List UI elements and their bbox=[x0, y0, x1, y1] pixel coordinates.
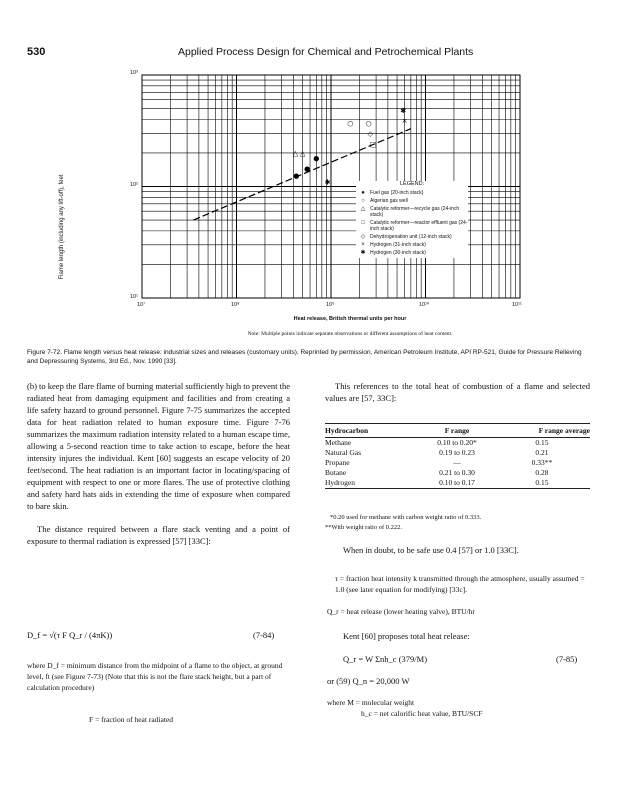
open-circle-icon: ○ bbox=[361, 198, 365, 204]
x-tick-1e7: 10⁷ bbox=[137, 302, 146, 308]
where-f: F = fraction of heat radiated bbox=[89, 715, 173, 724]
legend-label: Catalytic reformer—recycle gas (24-inch stack) bbox=[370, 206, 460, 218]
cell: 0.21 to 0.30 bbox=[439, 468, 475, 477]
cell: Natural Gas bbox=[325, 448, 362, 457]
x-tick-1e10: 10¹⁰ bbox=[419, 302, 430, 308]
table-row bbox=[325, 438, 590, 449]
table-row bbox=[325, 458, 590, 468]
data-point: □ bbox=[369, 140, 377, 149]
cell: 0.21 bbox=[535, 448, 549, 457]
table-row bbox=[325, 448, 590, 458]
figure-caption: Figure 7-72. Flame length versus heat release: industrial sizes and releases (customary units). Reprinted by permission, American Petroleum Institute, API RP-521, Guide for Pressure Relieving and Depressuring Systems, 3rd Ed., Nov. 1990 [33]. bbox=[27, 349, 582, 365]
equation-alt: or (59) Q_n = 20,000 W bbox=[327, 676, 410, 686]
equation-number: (7-85) bbox=[556, 654, 578, 664]
paragraph: This references to the total heat of combustion of a flame and selected values are [57, 33C]: bbox=[325, 381, 590, 403]
legend-label: Algerian gas well bbox=[370, 198, 408, 204]
legend-label: Dehydrogenation unit (12-inch stack) bbox=[370, 234, 452, 240]
legend-label: Hydrogen (30-inch stack) bbox=[370, 250, 426, 256]
y-tick-10: 10¹ bbox=[130, 294, 138, 300]
data-point: ○ bbox=[347, 119, 354, 128]
legend-title: LEGEND: bbox=[400, 181, 425, 187]
column-header: F range average bbox=[494, 424, 590, 438]
cell: 0.19 to 0.23 bbox=[439, 448, 475, 457]
asterisk-icon: ✱ bbox=[360, 250, 366, 256]
legend-item bbox=[356, 250, 468, 256]
cell: Propane bbox=[325, 458, 350, 467]
legend-label: Fuel gas (20-inch stack) bbox=[370, 190, 424, 196]
where-df: where D_f = minimum distance from the midpoint of a flame to the object, at ground level, ft (see Figure 7-73) (Note that this is not the flare stack height, but a part of calculation procedure) bbox=[27, 661, 283, 692]
y-tick-1000: 10³ bbox=[130, 70, 138, 76]
equation-number: (7-84) bbox=[253, 630, 275, 640]
legend-item bbox=[356, 220, 468, 232]
equation-7-84: D_f = √(τ F Q_r / (4πK)) bbox=[27, 630, 113, 640]
data-point: ◇ bbox=[367, 129, 373, 138]
cell: — bbox=[453, 458, 461, 467]
paragraph: When in doubt, to be safe use 0.4 [57] or 1.0 [33C]. bbox=[343, 545, 519, 555]
legend-item bbox=[356, 206, 468, 218]
running-title: Applied Process Design for Chemical and Petrochemical Plants bbox=[178, 46, 474, 58]
legend-item bbox=[356, 190, 468, 196]
data-point: ✱ bbox=[324, 178, 331, 187]
footnote: *0.20 used for methane with carbon weight ratio of 0.333. bbox=[330, 514, 482, 521]
footnote: **With weight ratio of 0.222. bbox=[325, 524, 403, 531]
cell: 0.33** bbox=[531, 458, 553, 467]
cell: 0.15 bbox=[535, 438, 549, 447]
triangle-icon: △ bbox=[360, 206, 366, 212]
table-row bbox=[325, 468, 590, 478]
data-point: ● bbox=[313, 154, 320, 163]
data-point: ○ bbox=[365, 119, 372, 128]
legend-item bbox=[356, 242, 468, 248]
paragraph: Kent [60] proposes total heat release: bbox=[343, 631, 470, 641]
flame-length-chart bbox=[0, 0, 617, 345]
paragraph: (b) to keep the flare flame of burning material sufficiently high to prevent the radiated heat from damaging equipment and facilities and from creating a life safety hazard to ground personnel. Figure 7-75 summarizes the accepted data for heat radiation related to human exposure time. Figure 7-76 summarizes the maximum radiation intensity related to a human escape time, allowing a 5-second reaction time to take action to escape, before the heat intensity injures the individual. Kent [60] suggests an escape velocity of 20 feet/second. The heat radiation is an important factor in locating/spacing of equipment with respect to one or more flares. The use of protective clothing and safety hard hats aids in extending the time of exposure when compared to bare skin. bbox=[27, 381, 291, 511]
data-point: △ bbox=[292, 149, 299, 158]
left-column bbox=[27, 380, 290, 547]
x-tick-1e9: 10⁹ bbox=[326, 302, 335, 308]
filled-circle-icon: ● bbox=[361, 190, 365, 196]
data-point: ● bbox=[293, 172, 300, 181]
legend-item bbox=[356, 198, 468, 204]
table-row bbox=[325, 478, 590, 489]
square-icon: □ bbox=[361, 220, 365, 226]
where-hc: h_c = net calorific heat value, BTU/SCF bbox=[361, 709, 483, 718]
column-header: F range bbox=[420, 424, 494, 438]
cell: 0.10 to 0.17 bbox=[420, 478, 494, 489]
column-header: Hydrocarbon bbox=[325, 424, 420, 438]
y-tick-100: 10² bbox=[130, 182, 138, 188]
legend-label: Hydrogen (31-inch stack) bbox=[370, 242, 426, 248]
page-number: 530 bbox=[27, 46, 46, 58]
x-axis-label: Heat release, British thermal units per hour bbox=[293, 316, 407, 322]
data-point: ✱ bbox=[400, 107, 407, 116]
x-tick-1e8: 10⁸ bbox=[231, 302, 240, 308]
qr-definition: Q_r = heat release (lower heating valve), BTU/hr bbox=[327, 607, 475, 616]
paragraph: The distance required between a flare stack venting and a point of exposure to thermal radiation is expressed [57] [33C]: bbox=[27, 524, 290, 546]
cell: 0.10 to 0.20* bbox=[437, 438, 477, 447]
cell: Hydrogen bbox=[325, 478, 420, 489]
f-range-table bbox=[325, 423, 590, 489]
diamond-icon: ◇ bbox=[360, 234, 366, 240]
equation-7-85: Q_r = W Σnh_c (379/M) bbox=[343, 654, 428, 664]
y-axis-label: Flame length (including any lift-off), feet bbox=[59, 174, 65, 280]
tau-definition: τ = fraction heat intensity k transmitted through the atmosphere, usually assumed = 1.0 (see later equation for modifying) [33c]. bbox=[335, 574, 585, 594]
table-header-row bbox=[325, 424, 590, 438]
legend-item bbox=[356, 234, 468, 240]
cell: 0.15 bbox=[494, 478, 590, 489]
cell: Methane bbox=[325, 438, 352, 447]
data-point: × bbox=[401, 117, 408, 126]
chart-legend bbox=[356, 181, 468, 258]
data-point: △ bbox=[299, 149, 306, 158]
cross-icon: × bbox=[361, 242, 365, 248]
where-m: where M = molecular weight bbox=[327, 698, 415, 707]
legend-label: Catalytic reformer—reactor effluent gas (24-inch stack) bbox=[370, 220, 468, 232]
x-tick-1e11: 10¹¹ bbox=[512, 302, 522, 308]
chart-note: Note: Multiple points indicate separate observations or different assumptions of heat content. bbox=[247, 331, 453, 337]
data-point: ● bbox=[304, 165, 311, 174]
cell: 0.28 bbox=[535, 468, 549, 477]
cell: Butane bbox=[325, 468, 347, 477]
